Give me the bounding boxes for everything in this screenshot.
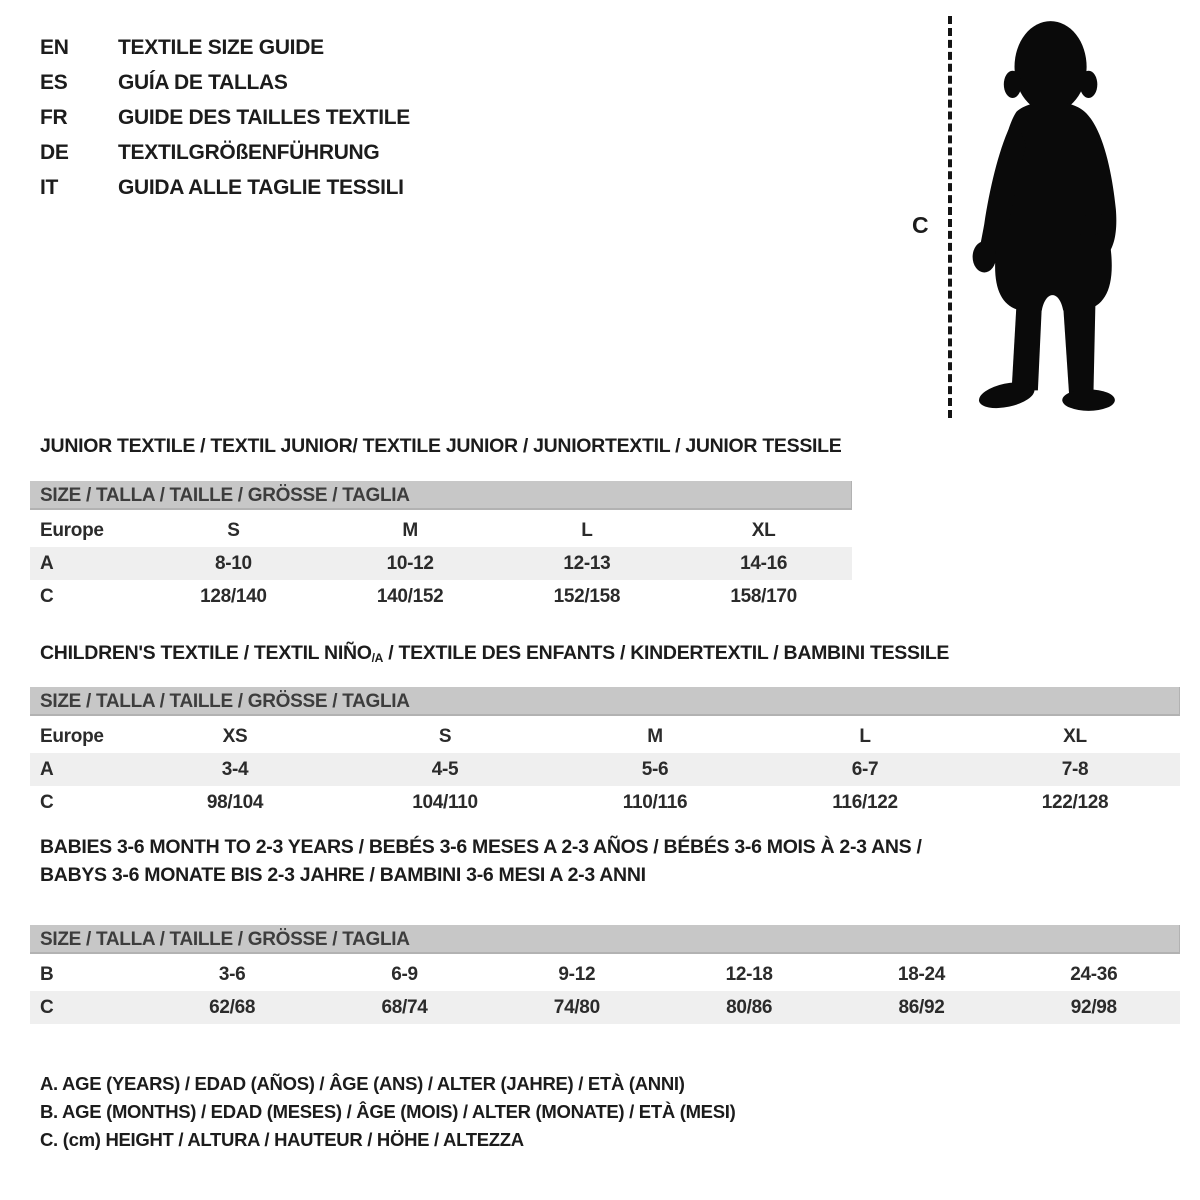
section-title-text: CHILDREN'S TEXTILE / TEXTIL NIÑO [40,642,372,664]
cell-value: 74/80 [553,996,600,1018]
cell-value: L [859,725,871,747]
language-row [40,170,410,205]
section-title-children [40,642,949,665]
cell-value: 128/140 [200,585,267,607]
cell-value: 158/170 [730,585,797,607]
language-row [40,65,410,100]
cell-value: 62/68 [209,996,256,1018]
table-row [30,547,852,580]
language-code: IT [40,175,59,199]
section-title-line: BABYS 3-6 MONATE BIS 2-3 JAHRE / BAMBINI 3-6 MESI A 2-3 ANNI [40,864,646,886]
table-row [30,786,1180,819]
cell-value: XL [1063,725,1087,747]
cell-value: 3-6 [218,963,246,985]
section-title-text: / TEXTILE DES ENFANTS / KINDERTEXTIL / BAMBINI TESSILE [383,642,950,664]
cell-value: 104/110 [412,791,478,813]
language-code: DE [40,140,69,164]
cell-value: 4-5 [431,758,459,780]
row-label: A [40,758,54,780]
cell-value: 7-8 [1061,758,1089,780]
language-label: TEXTILE SIZE GUIDE [118,35,324,59]
section-title-line: BABIES 3-6 MONTH TO 2-3 YEARS / BEBÉS 3-6 MESES A 2-3 AÑOS / BÉBÉS 3-6 MOIS À 2-3 ANS / [40,836,922,858]
language-label: GUIDA ALLE TAGLIE TESSILI [118,175,404,199]
height-dashed-line [948,16,952,418]
table-row [30,580,852,613]
cell-value: 3-4 [221,758,249,780]
row-label: Europe [40,519,104,541]
cell-value: XS [222,725,248,747]
cell-value: 12-13 [563,552,611,574]
cell-value: 18-24 [897,963,946,985]
legend-line-a: A. AGE (YEARS) / EDAD (AÑOS) / ÂGE (ANS) / ALTER (JAHRE) / ETÀ (ANNI) [40,1073,685,1094]
cell-value: L [581,519,593,541]
row-label: A [40,552,54,574]
language-label: GUÍA DE TALLAS [118,70,288,94]
language-code: FR [40,105,68,129]
cell-value: 6-7 [851,758,879,780]
table-row [30,991,1180,1024]
cell-value: 24-36 [1070,963,1118,985]
section-title-babies [40,833,922,889]
table-body [30,514,852,613]
cell-value: 12-18 [725,963,773,985]
size-table-junior [30,481,852,613]
cell-value: XL [751,519,776,541]
size-header-bar: SIZE / TALLA / TAILLE / GRÖSSE / TAGLIA [30,687,1180,716]
cell-value: 98/104 [206,791,264,813]
section-title-subscript: /A [371,651,384,666]
cell-value: 86/92 [898,996,945,1018]
section-title-junior: JUNIOR TEXTILE / TEXTIL JUNIOR/ TEXTILE JUNIOR / JUNIORTEXTIL / JUNIOR TESSILE [40,435,842,457]
size-header-bar: SIZE / TALLA / TAILLE / GRÖSSE / TAGLIA [30,925,1180,954]
size-table-children [30,687,1180,819]
language-label: GUIDE DES TAILLES TEXTILE [118,105,410,129]
row-label: Europe [40,725,104,747]
cell-value: 116/122 [832,791,898,813]
cell-value: S [227,519,240,541]
language-code: ES [40,70,68,94]
cell-value: 92/98 [1070,996,1117,1018]
language-code: EN [40,35,69,59]
language-row [40,135,410,170]
language-row [40,100,410,135]
cell-value: M [647,725,663,747]
baby-silhouette-icon [958,14,1148,414]
table-row [30,514,852,547]
cell-value: S [438,725,452,747]
cell-value: M [402,519,418,541]
row-label: C [40,585,54,607]
table-row [30,720,1180,753]
legend [40,1070,735,1154]
language-guide [40,30,410,205]
legend-line-c: C. (cm) HEIGHT / ALTURA / HAUTEUR / HÖHE / ALTEZZA [40,1129,524,1150]
cell-value: 8-10 [214,552,252,574]
legend-line-b: B. AGE (MONTHS) / EDAD (MESES) / ÂGE (MOIS) / ALTER (MONATE) / ETÀ (MESI) [40,1101,736,1122]
row-label: C [40,996,54,1018]
row-label: C [40,791,54,813]
cell-value: 152/158 [553,585,621,607]
height-label-c: C [912,212,929,238]
size-header-bar: SIZE / TALLA / TAILLE / GRÖSSE / TAGLIA [30,481,852,510]
cell-value: 110/116 [622,791,688,813]
size-table-babies [30,925,1180,1024]
table-body [30,720,1180,819]
cell-value: 68/74 [381,996,428,1018]
cell-value: 122/128 [1041,791,1109,813]
cell-value: 10-12 [386,552,434,574]
row-label: B [40,963,54,985]
cell-value: 80/86 [726,996,773,1018]
cell-value: 6-9 [391,963,418,985]
language-row [40,30,410,65]
table-body [30,958,1180,1024]
cell-value: 140/152 [376,585,444,607]
table-row [30,958,1180,991]
cell-value: 14-16 [740,552,788,574]
table-row [30,753,1180,786]
cell-value: 9-12 [558,963,596,985]
language-label: TEXTILGRÖßENFÜHRUNG [118,140,380,164]
cell-value: 5-6 [641,758,669,780]
